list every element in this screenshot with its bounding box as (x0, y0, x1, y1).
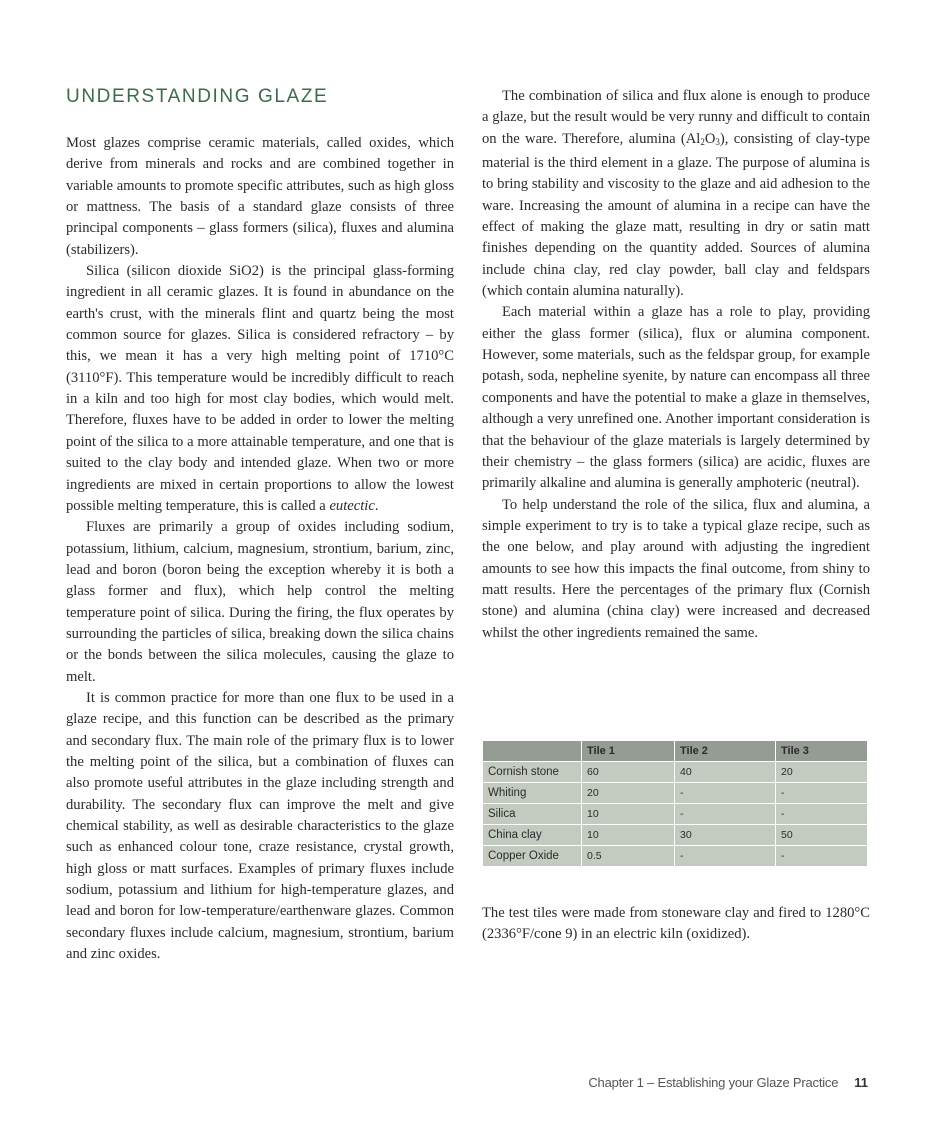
firing-note-text: The test tiles were made from stoneware clay and fired to 1280°C (2336°F/cone 9) in an electric kiln (oxidized). (482, 905, 870, 943)
alumina-text-o: O (704, 130, 716, 147)
paragraph-experiment: To help understand the role of the silica, flux and alumina, a simple experiment to try is to take a typical glaze recipe, such as the one below, and play around with adjusting the ingredient amounts to see how this impacts the final outcome, from shiny to matt results. Here the percentages of the primary flux (Cornish stone) and alumina (china clay) were increased and decreased whilst the other ingredients remained the same. (482, 496, 870, 641)
value-cell: 50 (776, 825, 868, 846)
recipe-table (482, 740, 868, 867)
table-header-row (483, 741, 868, 762)
recipe-table-container (482, 740, 868, 867)
chapter-title: Chapter 1 – Establishing your Glaze Practice (588, 1075, 839, 1090)
paragraph-silica (66, 261, 454, 517)
right-column (482, 86, 870, 644)
subscript-3: 3 (715, 136, 720, 147)
alumina-text-a: The combination of silica and flux alone is enough to produce a glaze, but the result would be very runny and difficult to contain on the ware. Therefore, alumina (Al (482, 88, 870, 147)
left-column (66, 133, 454, 965)
ingredient-cell: Whiting (483, 783, 582, 804)
value-cell: 30 (675, 825, 776, 846)
page-footer (588, 1075, 868, 1090)
table-row (483, 783, 868, 804)
alumina-text-b: ), consisting of clay-type material is the third element in a glaze. The purpose of alumina is to bring stability and viscosity to the glaze and aid adhesion to the ware. Increasing the amount of alumina in a recipe can have the effect of making the glaze matt, resulting in dry or satin matt finishes depending on the quantity added. Sources of alumina include china clay, red clay powder, ball clay and feldspars (which contain alumina naturally). (482, 130, 870, 300)
paragraph-alumina (482, 86, 870, 302)
value-cell: 10 (582, 804, 675, 825)
value-cell: - (776, 783, 868, 804)
value-cell: 20 (582, 783, 675, 804)
value-cell: 40 (675, 762, 776, 783)
value-cell: - (776, 804, 868, 825)
ingredient-cell: Copper Oxide (483, 846, 582, 867)
ingredient-cell: Silica (483, 804, 582, 825)
value-cell: - (675, 846, 776, 867)
eutectic-end: . (374, 497, 379, 514)
table-row (483, 804, 868, 825)
header-cell-tile-3: Tile 3 (776, 741, 868, 762)
paragraph-materials-role: Each material within a glaze has a role to play, providing either the glass former (silica), flux or alumina component. However, some materials, such as the feldspar group, for example potash, soda, nepheline syenite, by nature can encompass all three components and have the potential to make a glaze in themselves, although a very unrefined one. Another important consideration is that the behaviour of the glaze materials is largely determined by their chemistry – the glass formers (silica) are acidic, fluxes are primarily alkaline and alumina is generally amphoteric (neutral). (482, 304, 870, 492)
ingredient-cell: China clay (483, 825, 582, 846)
silica-text: Silica (silicon dioxide SiO2) is the principal glass-forming ingredient in all ceramic glazes. It is found in abundance on the earth's crust, with the minerals flint and quartz being the most common source for glazes. Silica is considered refractory – by this, we mean it has a very high melting point of 1710°C (3110°F). This temperature would be incredibly difficult to reach in a kiln and too high for most clay bodies, which would melt. Therefore, fluxes have to be added in order to lower the melting point of the silica to a more attainable temperature, and one that is suited to the clay body and intended glaze. When two or more ingredients are mixed in certain proportions to allow the lowest possible melting temperature, this is called a (66, 263, 454, 514)
table-row (483, 825, 868, 846)
page-number: 11 (854, 1075, 868, 1090)
value-cell: 60 (582, 762, 675, 783)
paragraph-primary-secondary-flux: It is common practice for more than one flux to be used in a glaze recipe, and this function can be described as the primary and secondary flux. The main role of the primary flux is to lower the melting point of the silica, but a combination of fluxes can also promote useful attributes in the glaze including strength and durability. The secondary flux can improve the melt and give chemical stability, as well as desirable characteristics to the glaze such as enhanced colour tone, craze resistance, crystal growth, high gloss or matt surfaces. Examples of primary fluxes include sodium, potassium and lithium for high-temperature glazes, and lead and boron for low-temperature/earthenware glazes. Common secondary fluxes include calcium, magnesium, strontium, barium and zinc oxides. (66, 689, 454, 963)
value-cell: 10 (582, 825, 675, 846)
value-cell: 20 (776, 762, 868, 783)
value-cell: - (675, 804, 776, 825)
firing-note (482, 903, 870, 946)
value-cell: - (675, 783, 776, 804)
header-cell-tile-2: Tile 2 (675, 741, 776, 762)
table-row (483, 846, 868, 867)
value-cell: 0.5 (582, 846, 675, 867)
header-cell-empty (483, 741, 582, 762)
ingredient-cell: Cornish stone (483, 762, 582, 783)
section-heading: UNDERSTANDING GLAZE (66, 86, 329, 107)
table-row (483, 762, 868, 783)
value-cell: - (776, 846, 868, 867)
paragraph-intro: Most glazes comprise ceramic materials, called oxides, which derive from minerals and rocks and are combined together in variable amounts to promote specific attributes, such as high gloss or mattness. The basis of a standard glaze consists of three principal components – glass formers (silica), fluxes and alumina (stabilizers). (66, 135, 454, 258)
subscript-2: 2 (700, 136, 705, 147)
paragraph-fluxes: Fluxes are primarily a group of oxides including sodium, potassium, lithium, calcium, magnesium, strontium, barium, zinc, lead and boron (boron being the exception whereby it is both a glass former and flux), which help control the melting temperature point of silica. During the firing, the flux operates by surrounding the particles of silica, breaking down the silica chains or the bonds between the silica molecules, causing the glaze to melt. (66, 519, 454, 685)
eutectic-term: eutectic (329, 497, 375, 514)
header-cell-tile-1: Tile 1 (582, 741, 675, 762)
